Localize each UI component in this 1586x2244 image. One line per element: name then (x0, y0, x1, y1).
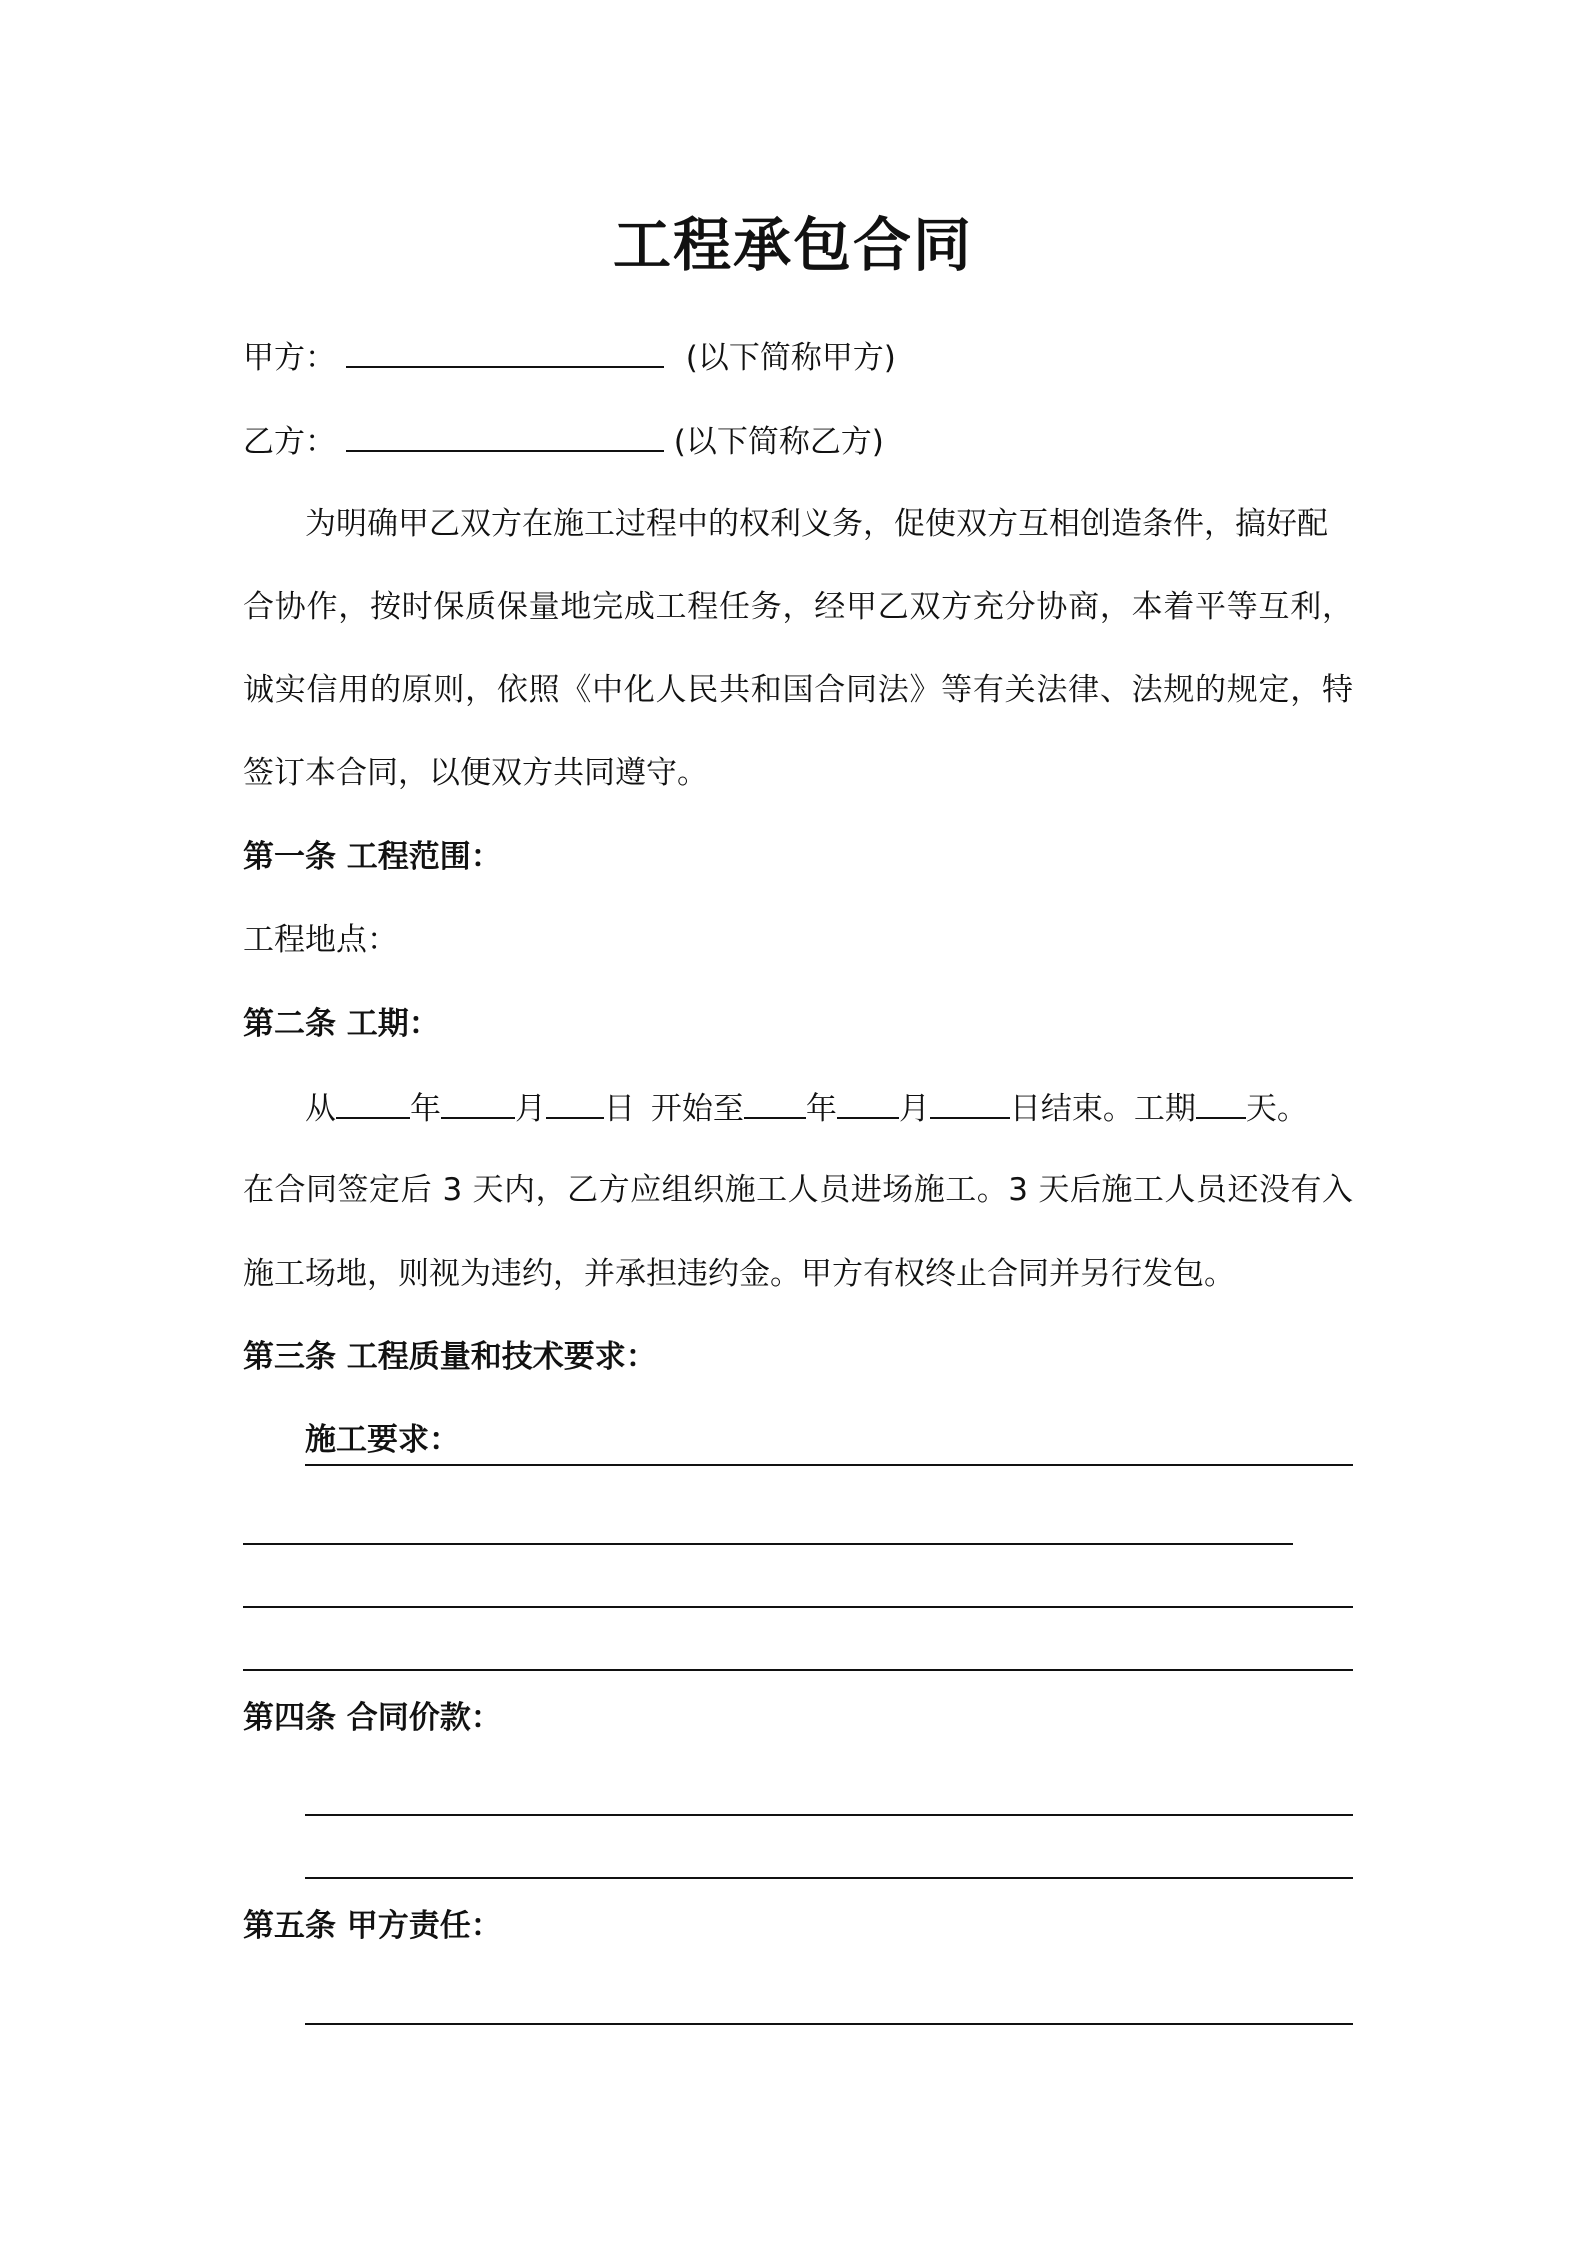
end-month-blank[interactable] (837, 1085, 899, 1119)
party-a-line (243, 334, 896, 380)
article-2-heading: 第二条 工期： (243, 1006, 440, 1042)
construction-requirements-label: 施工要求： (305, 1422, 460, 1458)
party-a-label: 甲方： (243, 340, 336, 376)
month-word: 月 (515, 1091, 546, 1127)
article-5-heading: 第五条 甲方责任： (243, 1908, 502, 1944)
price-blank-line-2[interactable] (305, 1877, 1353, 1879)
preamble-line-2: 合协作，按时保质保量地完成工程任务，经甲乙双方充分协商，本着平等互利， (243, 589, 1353, 625)
document-title: 工程承包合同 (612, 211, 973, 279)
year-word-2: 年 (805, 1091, 837, 1127)
start-month-blank[interactable] (441, 1085, 515, 1119)
requirements-blank-line-3[interactable] (243, 1606, 1353, 1608)
schedule-line (305, 1085, 1308, 1131)
end-word: 日结束。工期 (1009, 1091, 1196, 1127)
party-b-line (243, 418, 884, 464)
party-b-label: 乙方： (243, 424, 336, 460)
price-blank-line-1[interactable] (305, 1814, 1353, 1816)
duration-days-blank[interactable] (1196, 1085, 1246, 1119)
start-to-word: 开始至 (650, 1091, 744, 1127)
requirements-blank-line-4[interactable] (243, 1669, 1353, 1671)
party-a-name-blank[interactable] (346, 334, 664, 368)
start-day-blank[interactable] (546, 1085, 604, 1119)
year-word: 年 (410, 1091, 441, 1127)
article-1-heading: 第一条 工程范围： (243, 839, 502, 875)
party-a-suffix: (以下简称甲方) (685, 340, 896, 376)
from-word: 从 (305, 1091, 336, 1127)
work-location-label: 工程地点： (243, 922, 398, 958)
days-word: 天。 (1245, 1091, 1308, 1127)
month-word-2: 月 (898, 1091, 930, 1127)
preamble-line-1: 为明确甲乙双方在施工过程中的权利义务，促使双方互相创造条件，搞好配 (305, 506, 1328, 542)
end-year-blank[interactable] (744, 1085, 806, 1119)
party-b-suffix: (以下简称乙方) (673, 424, 884, 460)
preamble-line-3: 诚实信用的原则，依照《中化人民共和国合同法》等有关法律、法规的规定，特 (243, 672, 1353, 708)
start-year-blank[interactable] (336, 1085, 410, 1119)
requirements-blank-line-2[interactable] (243, 1543, 1293, 1545)
article-2-line-2: 在合同签定后 3 天内，乙方应组织施工人员进场施工。3 天后施工人员还没有入 (243, 1172, 1353, 1208)
article-2-line-3: 施工场地，则视为违约，并承担违约金。甲方有权终止合同并另行发包。 (243, 1256, 1235, 1292)
party-a-duty-blank-line[interactable] (305, 2023, 1353, 2025)
end-day-blank[interactable] (930, 1085, 1010, 1119)
article-4-heading: 第四条 合同价款： (243, 1700, 502, 1736)
preamble-line-4: 签订本合同，以便双方共同遵守。 (243, 755, 708, 791)
requirements-blank-line-1[interactable] (305, 1464, 1353, 1466)
article-3-heading: 第三条 工程质量和技术要求： (243, 1339, 657, 1375)
party-b-name-blank[interactable] (346, 418, 664, 452)
day-word: 日 (604, 1091, 635, 1127)
